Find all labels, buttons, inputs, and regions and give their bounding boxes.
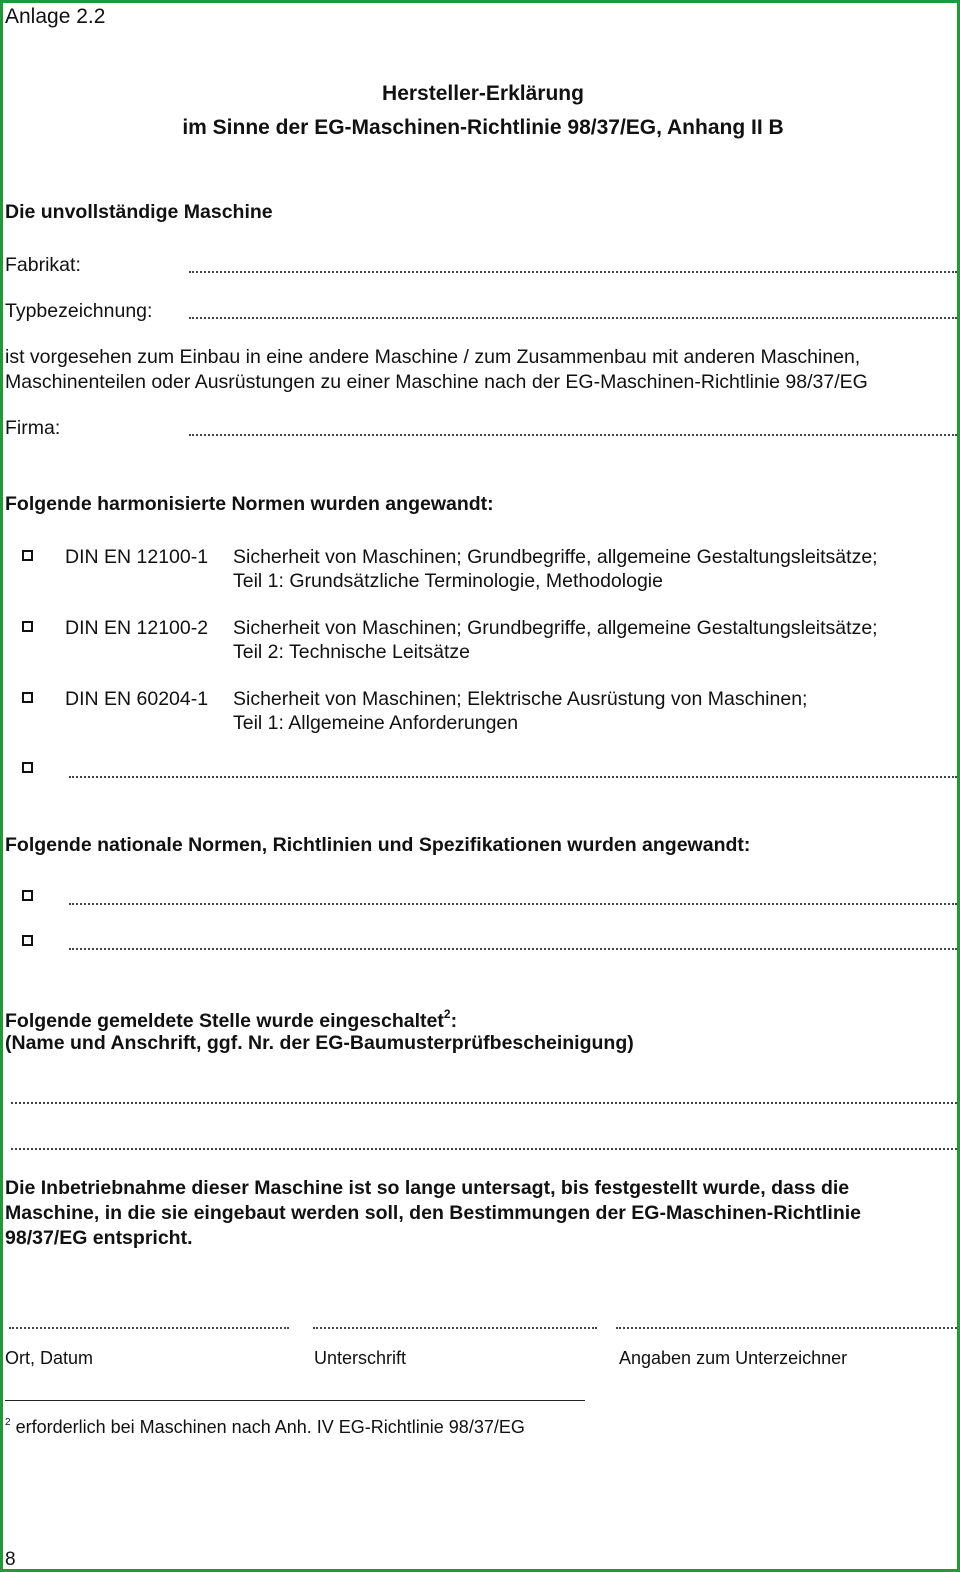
norm-desc-1-line-1: Sicherheit von Maschinen; Grundbegriffe, allgemeine Gestaltungsleitsätze; xyxy=(233,546,878,568)
footnote-ref: 2 xyxy=(443,1007,451,1021)
page-number: 8 xyxy=(5,1549,16,1570)
norm-code-1: DIN EN 12100-1 xyxy=(65,546,209,568)
prohibition-line-3: 98/37/EG entspricht. xyxy=(5,1227,193,1249)
typ-label: Typbezeichnung: xyxy=(5,300,153,322)
footnote-text: erforderlich bei Maschinen nach Anh. IV EG-Richtlinie 98/37/EG xyxy=(15,1417,525,1437)
notified-field-1[interactable] xyxy=(11,1102,957,1104)
notified-field-2[interactable] xyxy=(11,1148,957,1150)
statement-line-1: ist vorgesehen zum Einbau in eine andere Maschine / zum Zusammenbau mit anderen Maschinen, xyxy=(5,346,861,368)
document-subtitle: im Sinne der EG-Maschinen-Richtlinie 98/37/EG, Anhang II B xyxy=(182,116,784,139)
prohibition-line-2: Maschine, in die sie eingebaut werden soll, den Bestimmungen der EG-Maschinen-Richtlinie xyxy=(5,1202,862,1224)
norm-desc-2-line-1: Sicherheit von Maschinen; Grundbegriffe, allgemeine Gestaltungsleitsätze; xyxy=(233,617,878,639)
footnote-marker: 2 xyxy=(5,1417,11,1428)
signature-label: Unterschrift xyxy=(314,1348,407,1368)
signature-field[interactable] xyxy=(313,1327,597,1329)
firma-label: Firma: xyxy=(5,417,61,439)
norm-checkbox-4[interactable] xyxy=(22,762,33,773)
notified-subheading: (Name und Anschrift, ggf. Nr. der EG-Baumusterprüfbescheinigung) xyxy=(5,1032,634,1054)
machine-heading: Die unvollständige Maschine xyxy=(5,201,273,223)
norm-code-2: DIN EN 12100-2 xyxy=(65,617,209,639)
fabrikat-label: Fabrikat: xyxy=(5,254,81,276)
signer-info-field[interactable] xyxy=(616,1327,957,1329)
national-heading: Folgende nationale Normen, Richtlinien und Spezifikationen wurden angewandt: xyxy=(5,834,751,856)
norm-desc-3-line-1: Sicherheit von Maschinen; Elektrische Ausrüstung von Maschinen; xyxy=(233,688,808,710)
national-field-1[interactable] xyxy=(69,903,957,905)
document-title: Hersteller-Erklärung xyxy=(382,82,584,105)
place-date-label: Ort, Datum xyxy=(5,1348,94,1368)
fabrikat-field[interactable] xyxy=(189,271,957,273)
signer-info-label: Angaben zum Unterzeichner xyxy=(619,1348,848,1368)
norm-checkbox-3[interactable] xyxy=(22,692,33,703)
norm-desc-3-line-2: Teil 1: Allgemeine Anforderungen xyxy=(233,712,519,734)
typ-field[interactable] xyxy=(189,317,957,319)
footnote-separator xyxy=(5,1400,585,1401)
firma-field[interactable] xyxy=(189,434,957,436)
norm-extra-field[interactable] xyxy=(69,776,957,778)
prohibition-line-1: Die Inbetriebnahme dieser Maschine ist so lange untersagt, bis festgestellt wurde, dass die xyxy=(5,1177,850,1199)
norm-checkbox-2[interactable] xyxy=(22,621,33,632)
notified-heading: Folgende gemeldete Stelle wurde eingeschaltet$^2$: xyxy=(5,1007,458,1032)
norm-desc-2-line-2: Teil 2: Technische Leitsätze xyxy=(233,641,471,663)
harmonized-heading: Folgende harmonisierte Normen wurden angewandt: xyxy=(5,493,494,515)
footnote xyxy=(5,1417,525,1438)
place-date-field[interactable] xyxy=(9,1327,289,1329)
norm-desc-1-line-2: Teil 1: Grundsätzliche Terminologie, Methodologie xyxy=(233,570,663,592)
national-checkbox-1[interactable] xyxy=(22,890,33,901)
norm-code-3: DIN EN 60204-1 xyxy=(65,688,209,710)
norm-checkbox-1[interactable] xyxy=(22,550,33,561)
national-field-2[interactable] xyxy=(69,948,957,950)
annex-label: Anlage 2.2 xyxy=(5,5,106,28)
statement-line-2: Maschinenteilen oder Ausrüstungen zu einer Maschine nach der EG-Maschinen-Richtlinie 98/37/EG xyxy=(5,371,868,393)
national-checkbox-2[interactable] xyxy=(22,935,33,946)
